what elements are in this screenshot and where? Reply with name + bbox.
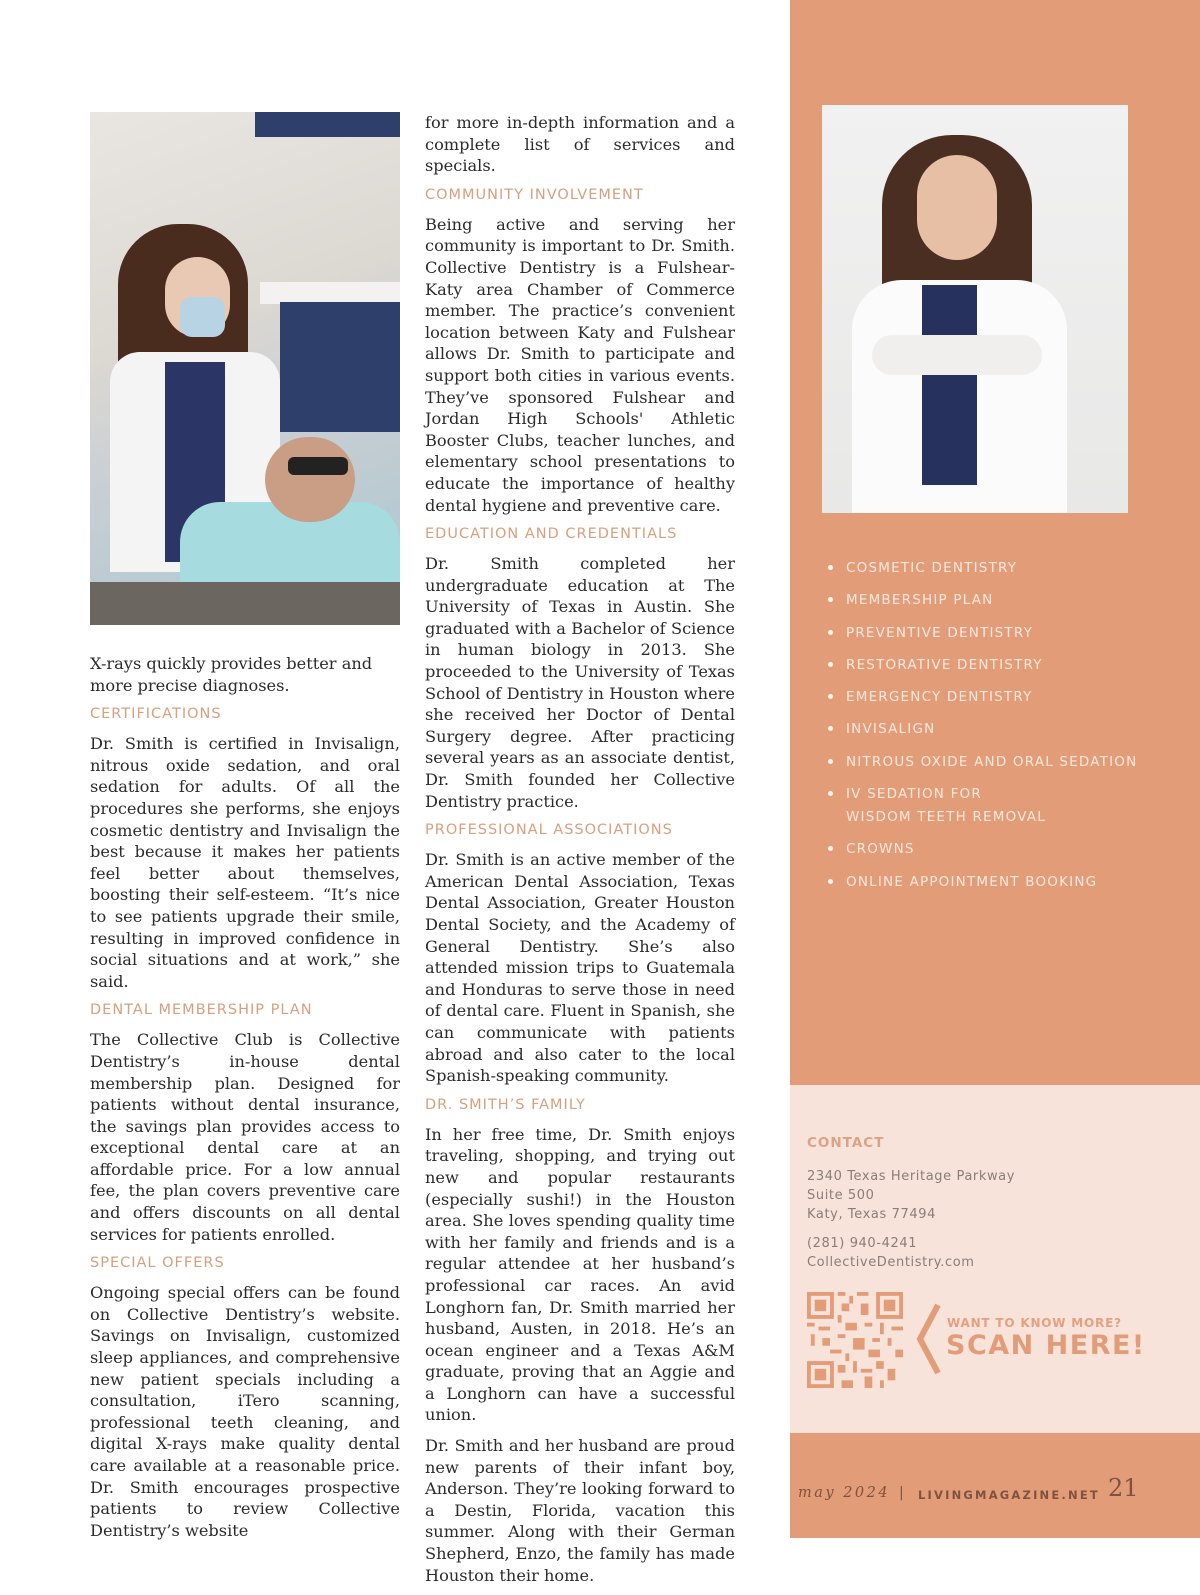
service-item: INVISALIGN — [828, 718, 1137, 741]
magazine-website[interactable]: LIVINGMAGAZINE.NET — [918, 1488, 1100, 1502]
family-paragraph-2: Dr. Smith and her husband are proud new parents of their infant boy, Anderson. They’re looking forward to a Destin, Florida, vacation this summer. Along with their German Shepherd, Enzo, the family has made Houston their home. — [425, 1436, 735, 1585]
footer-separator: | — [899, 1485, 904, 1501]
education-paragraph: Dr. Smith completed her undergraduate education at The University of Texas in Austin. She graduated with a Bachelor of Science in human biology in 2013. She proceeded to the University of Texas School of Dentistry in Houston where she received her Doctor of Dental Surgery degree. After practicing several years as an associate dentist, Dr. Smith founded her Collective Dentistry practice. — [425, 554, 735, 811]
service-item: ONLINE APPOINTMENT BOOKING — [828, 871, 1137, 894]
page-number: 21 — [1108, 1474, 1139, 1502]
service-item: RESTORATIVE DENTISTRY — [828, 654, 1137, 677]
address-line-3: Katy, Texas 77494 — [807, 1207, 936, 1222]
address-line-2: Suite 500 — [807, 1188, 875, 1203]
service-item: PREVENTIVE DENTISTRY — [828, 622, 1137, 645]
education-heading: EDUCATION AND CREDENTIALS — [425, 526, 678, 543]
service-item: COSMETIC DENTISTRY — [828, 557, 1137, 580]
doctor-portrait-photo — [822, 105, 1128, 513]
service-item: MEMBERSHIP PLAN — [828, 589, 1137, 612]
chevron-left-icon — [912, 1302, 944, 1376]
qr-code-icon[interactable] — [807, 1292, 903, 1388]
certifications-heading: CERTIFICATIONS — [90, 706, 222, 723]
address-line-1: 2340 Texas Heritage Parkway — [807, 1169, 1016, 1184]
special-offers-heading: SPECIAL OFFERS — [90, 1255, 225, 1272]
cta-subtitle: WANT TO KNOW MORE? — [947, 1316, 1122, 1330]
contact-heading: CONTACT — [807, 1135, 885, 1151]
issue-date: may 2024 — [798, 1485, 891, 1501]
family-heading: DR. SMITH’S FAMILY — [425, 1096, 586, 1113]
services-list — [828, 557, 1137, 903]
family-paragraph-1: In her free time, Dr. Smith enjoys traveling, shopping, and trying out new and popular restaurants (especially sushi!) in the Houston area. She loves spending quality time with her family and friends and is a regular attendee at her husband’s professional car races. An avid Longhorn fan, Dr. Smith married her husband, Austen, in 2018. He’s an ocean engineer and a Texas A&M graduate, proving that an Aggie and a Longhorn can have a successful union. — [425, 1124, 735, 1425]
website-link[interactable]: CollectiveDentistry.com — [807, 1255, 975, 1270]
cta-title: SCAN HERE! — [946, 1330, 1146, 1361]
membership-paragraph: The Collective Club is Collective Dentistry’s in-house dental membership plan. Designed for patients without dental insurance, the savings plan provides access to exceptional dental care at an affordable price. For a low annual fee, the plan covers preventive care and offers discounts on all dental services for patients enrolled. — [90, 1030, 400, 1244]
contact-block — [807, 1135, 1177, 1272]
service-item: CROWNS — [828, 838, 1137, 861]
dentist-with-patient-photo — [90, 112, 400, 625]
phone-number[interactable]: (281) 940-4241 — [807, 1236, 918, 1251]
community-heading: COMMUNITY INVOLVEMENT — [425, 186, 644, 203]
special-offers-paragraph: Ongoing special offers can be found on Collective Dentistry’s website. Savings on Invisalign, customized sleep appliances, and comprehensive new patient specials including a consultation, iTero scanning, professional teeth cleaning, and digital X-rays make quality dental care available at a reasonable price. Dr. Smith encourages prospective patients to review Collective Dentistry’s website — [90, 1283, 400, 1540]
service-item: EMERGENCY DENTISTRY — [828, 686, 1137, 709]
middle-text-column — [425, 112, 735, 1595]
offers-tail-paragraph: for more in-depth information and a complete list of services and specials. — [425, 113, 735, 176]
associations-paragraph: Dr. Smith is an active member of the American Dental Association, Texas Dental Association, Greater Houston Dental Society, and the Academy of General Dentistry. She’s also attended mission trips to Guatemala and Honduras to serve those in need of dental care. Fluent in Spanish, she can communicate with patients abroad and also cater to the local Spanish-speaking community. — [425, 850, 735, 1086]
certifications-paragraph: Dr. Smith is certified in Invisalign, nitrous oxide sedation, and oral sedation for adults. Of all the procedures she performs, she enjoys cosmetic dentistry and Invisalign the best because it makes her patients feel better about themselves, boosting their self-esteem. “It’s nice to see patients upgrade their smile, resulting in improved confidence in social situations and at work,” she said. — [90, 734, 400, 991]
intro-tail-paragraph: X-rays quickly provides better and more precise diagnoses. — [90, 654, 373, 695]
service-item: NITROUS OXIDE AND ORAL SEDATION — [828, 751, 1137, 774]
community-paragraph: Being active and serving her community is important to Dr. Smith. Collective Dentistry is a Fulshear-Katy area Chamber of Commerce member. The practice’s convenient location between Katy and Fulshear allows Dr. Smith to participate and support both cities in various events. They’ve sponsored Fulshear and Jordan High Schools' Athletic Booster Clubs, teacher lunches, and elementary school presentations to educate the importance of healthy dental hygiene and preventive care. — [425, 214, 735, 515]
left-text-column — [90, 653, 400, 1550]
membership-heading: DENTAL MEMBERSHIP PLAN — [90, 1002, 313, 1019]
associations-heading: PROFESSIONAL ASSOCIATIONS — [425, 822, 673, 839]
service-item: IV SEDATION FOR WISDOM TEETH REMOVAL — [828, 783, 1048, 829]
